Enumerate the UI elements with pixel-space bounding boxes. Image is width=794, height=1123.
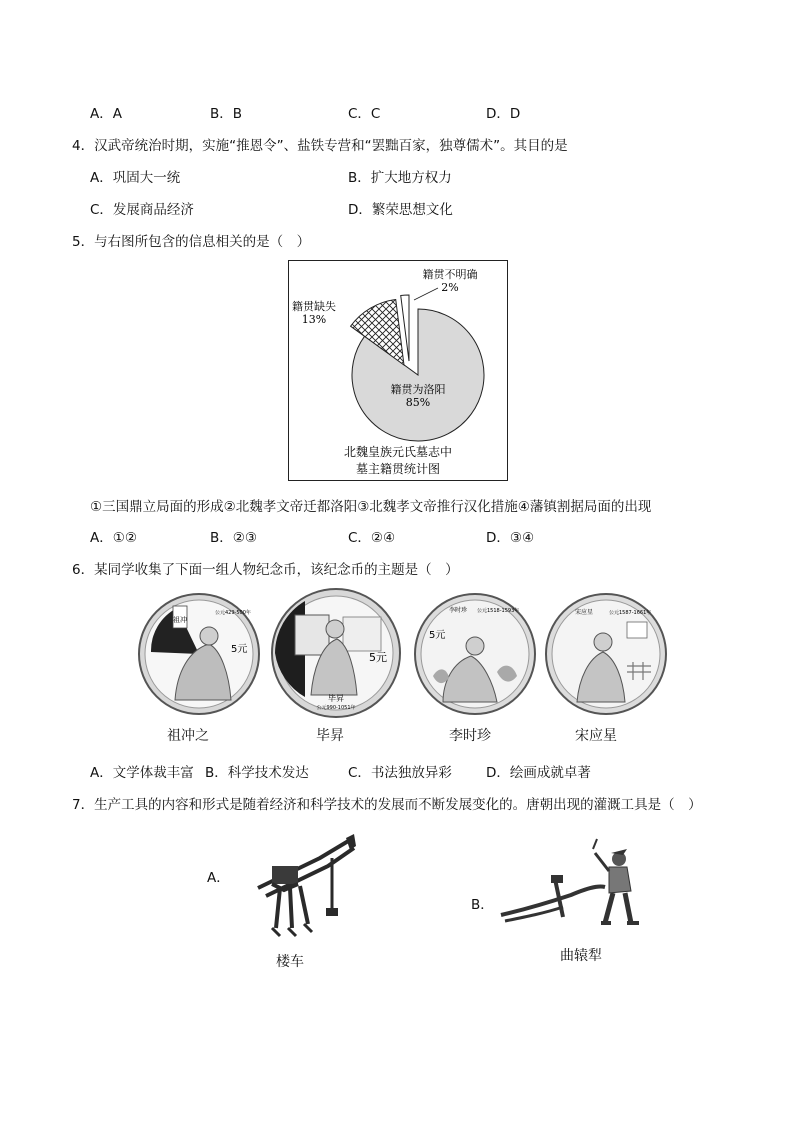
- pie-value-1: 85%: [405, 396, 431, 409]
- coin-3-years: 公元1518-1593年: [477, 608, 520, 614]
- q3-option-c[interactable]: C．C: [348, 106, 381, 122]
- q4-option-b[interactable]: B．扩大地方权力: [348, 170, 452, 186]
- pie-label-2: 籍贯缺失: [292, 300, 336, 313]
- q7-option-a-caption: 楼车: [276, 954, 304, 970]
- q5-option-d[interactable]: D．③④: [486, 530, 535, 546]
- coin-1-years: 公元429-500年: [215, 610, 251, 616]
- q3-option-a[interactable]: A．A: [90, 106, 122, 122]
- coin-2-rim-name: 毕昇: [328, 694, 344, 703]
- q7-option-b-caption: 曲辕犁: [560, 948, 602, 964]
- chart-title-line-2: 墓主籍贯统计图: [355, 462, 441, 476]
- q6-option-a[interactable]: A．文学体裁丰富: [90, 765, 194, 781]
- pie-value-3: 2%: [441, 281, 459, 294]
- coin-3-stamp: 李时珍: [449, 607, 468, 614]
- q4-option-a[interactable]: A．巩固大一统: [90, 170, 181, 186]
- coin-1-caption: 祖冲之: [167, 728, 209, 744]
- coin-1-stamp: 祖冲: [173, 616, 187, 624]
- seed-drill-image[interactable]: [250, 830, 360, 940]
- q6-stem: 6．某同学收集了下面一组人物纪念币，该纪念币的主题是（ ）: [72, 562, 459, 578]
- pie-value-2: 13%: [301, 313, 327, 326]
- coin-bi-sheng: [265, 587, 407, 719]
- q6-option-b[interactable]: B．科学技术发达: [205, 765, 309, 781]
- q5-option-b[interactable]: B．②③: [210, 530, 257, 546]
- q7-stem: 7．生产工具的内容和形式是随着经济和科学技术的发展而不断发展变化的。唐朝出现的灌溉工具是（ ）: [72, 797, 702, 813]
- q4-option-c[interactable]: C．发展商品经济: [90, 202, 194, 218]
- q4-option-d[interactable]: D．繁荣思想文化: [348, 202, 453, 218]
- q5-option-a[interactable]: A．①②: [90, 530, 137, 546]
- q6-option-c[interactable]: C．书法独放异彩: [348, 765, 452, 781]
- coin-3-caption: 李时珍: [449, 728, 491, 744]
- q6-option-d[interactable]: D．绘画成就卓著: [486, 765, 591, 781]
- q3-option-b[interactable]: B．B: [210, 106, 243, 122]
- coin-4-stamp: 宋应星: [575, 609, 594, 616]
- coin-2-caption: 毕昇: [316, 728, 344, 744]
- q5-statements: ①三国鼎立局面的形成②北魏孝文帝迁都洛阳③北魏孝文帝推行汉化措施④藩镇割据局面的出现: [90, 499, 652, 515]
- q7-option-b-label[interactable]: B．: [471, 897, 494, 913]
- coin-3-face-value: 5元: [429, 630, 446, 641]
- pie-label-3: 籍贯不明确: [422, 268, 478, 281]
- q5-stem: 5．与右图所包含的信息相关的是（ ）: [72, 234, 311, 250]
- coin-4-caption: 宋应星: [575, 728, 617, 744]
- coin-song-yingxing: [543, 592, 669, 716]
- coin-li-shizhen: [413, 592, 537, 716]
- coin-1-face-value: 5元: [231, 644, 248, 655]
- q7-option-a-label[interactable]: A．: [207, 870, 230, 886]
- chart-title-line-1: 北魏皇族元氏墓志中: [343, 445, 453, 459]
- pie-label-1: 籍贯为洛阳: [390, 383, 446, 396]
- q5-option-c[interactable]: C．②④: [348, 530, 396, 546]
- pie-chart: [288, 260, 508, 481]
- q4-stem: 4．汉武帝统治时期，实施“推恩令”、盐铁专营和“罢黜百家，独尊儒术”。其目的是: [72, 138, 568, 154]
- q3-option-d[interactable]: D．D: [486, 106, 521, 122]
- coin-2-years: 公元990-1051年: [316, 705, 356, 711]
- coin-2-face-value: 5元: [369, 651, 387, 664]
- coin-zu-chongzhi: [137, 592, 261, 716]
- coin-4-years: 公元1587-1661年: [609, 610, 652, 616]
- curved-plow-image[interactable]: [497, 835, 645, 931]
